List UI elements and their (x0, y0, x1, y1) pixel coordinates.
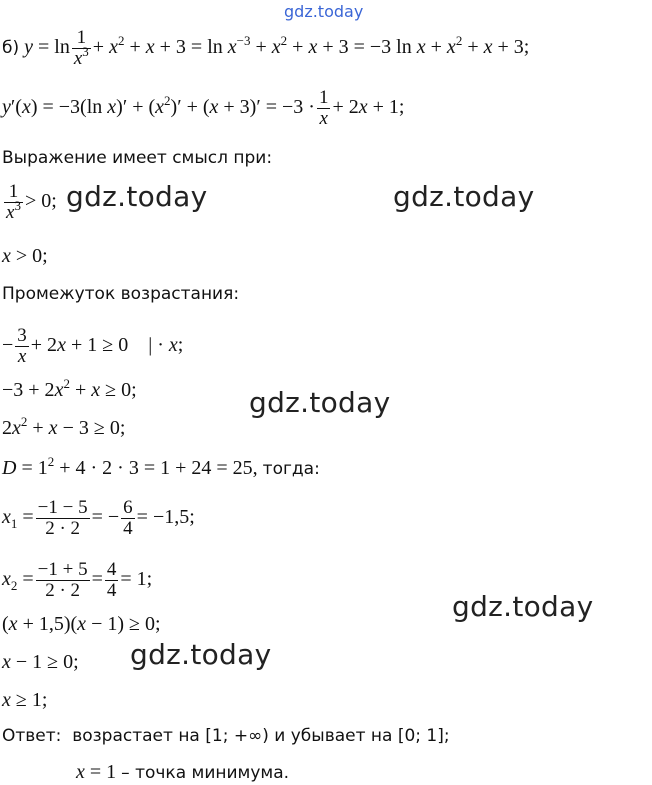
watermark: gdz.today (66, 180, 208, 213)
increase-heading: Промежуток возрастания: (2, 284, 240, 304)
domain-heading: Выражение имеет смысл при: (2, 148, 273, 168)
answer-prefix: Ответ: (2, 726, 62, 746)
answer-line (2, 724, 450, 748)
answer-text: возрастает на [1; +∞) и убывает на [0; 1]; (72, 726, 450, 746)
inequality-5: x ≥ 1; (2, 689, 48, 711)
answer-min-text: – точка минимума. (121, 763, 290, 783)
domain-condition-2: x > 0; (2, 245, 48, 267)
factored-inequality: (x + 1,5)(x − 1) ≥ 0; (2, 613, 161, 635)
watermark: gdz.today (249, 386, 391, 419)
discriminant: $D = 1^2 + 4 \cdot 2 \cdot 3 = 1 + 24 = 25$, тогда: (2, 454, 320, 479)
part-label: б) (2, 38, 20, 59)
answer-minimum: x = 1 – точка минимума. (76, 761, 290, 783)
watermark: gdz.today (452, 590, 594, 623)
watermark: gdz.today (393, 180, 535, 213)
domain-condition-1: $\frac{1}{x^3}$ > 0; (6, 181, 57, 223)
inequality-3: $2x^2 + x - 3 \ge 0$; (2, 414, 126, 439)
derivative: y′(x) = −3(ln $x)' + (x^2)' + (x + 3)' = -3$ · $\frac{1}{x}$ + 2x + 1; (2, 87, 405, 129)
inequality-4: x − 1 ≥ 0; (2, 651, 79, 673)
watermark-top: gdz.today (284, 2, 364, 21)
watermark: gdz.today (130, 638, 272, 671)
inequality-1: − $\frac{3}{x}$ + 2x + 1 ≥ 0 | · x; (2, 325, 184, 367)
then-label: тогда: (262, 459, 320, 479)
root-x1: $x_1$ = $\frac{-1 - 5}{2 \cdot 2}$ = − $\frac{6}{4}$ = −1,5; (2, 497, 195, 539)
inequality-2: $-3 + 2x^2 + x \ge 0$; (2, 376, 137, 401)
root-x2: $x_2$ = $\frac{-1 + 5}{2 \cdot 2}$ = $\frac{4}{4}$ = 1; (2, 559, 153, 601)
function-definition: б) y = ln $\frac{1}{x^3}$ + $x^2 + x + 3 = \ln x^{-3} + x^2 + x + 3 = -3$ $\ln x + x^2 + x + 3$; (2, 27, 530, 69)
